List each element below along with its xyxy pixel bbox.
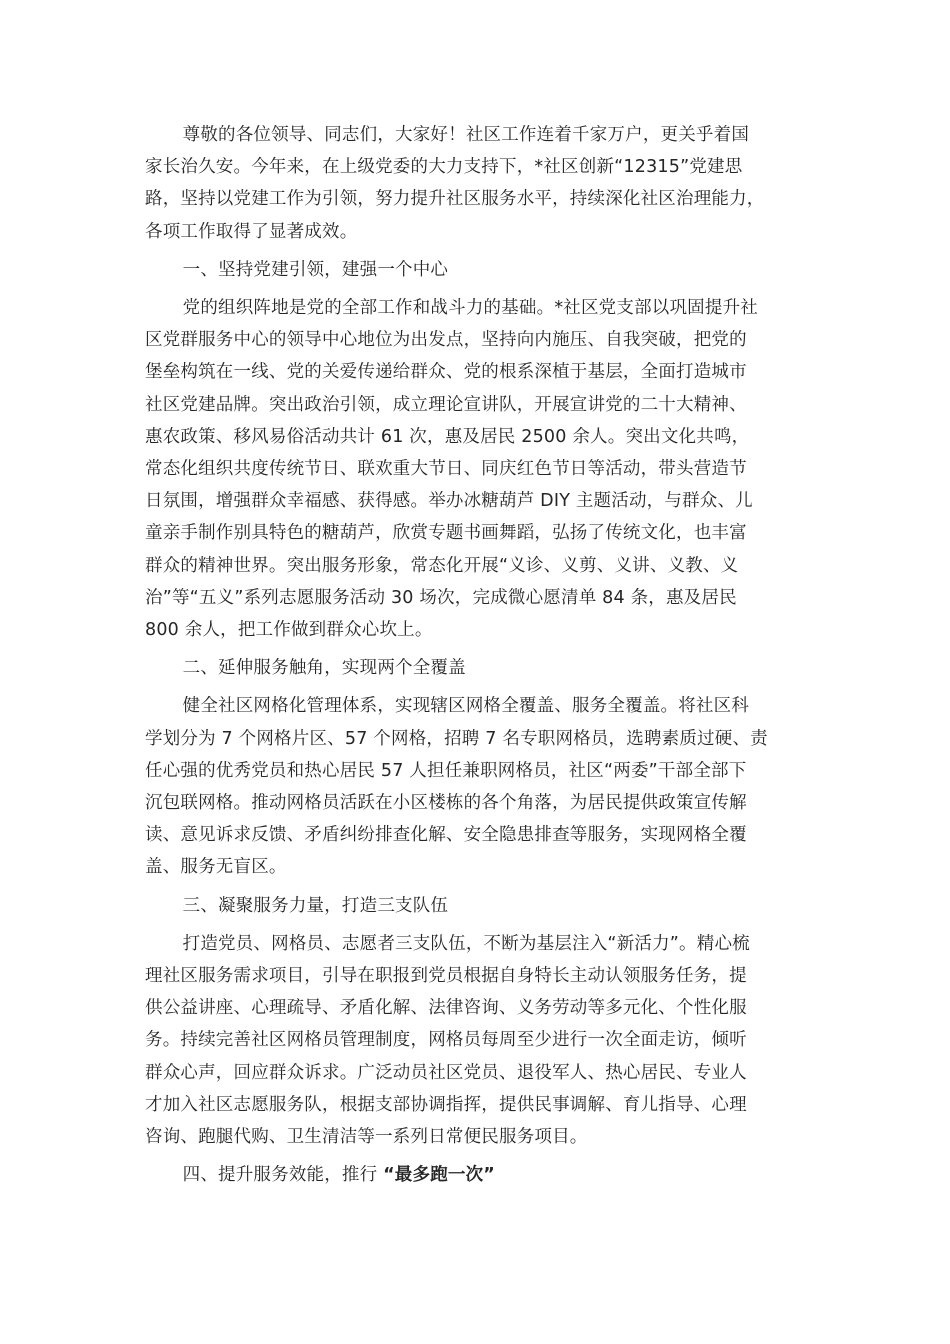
section-heading-4 [145, 1159, 810, 1191]
text-line: 读、意见诉求反馈、矛盾纠纷排查化解、安全隐患排查等服务，实现网格全覆 [145, 825, 747, 846]
text-line: 理社区服务需求项目，引导在职报到党员根据自身特长主动认领服务任务，提 [145, 966, 747, 987]
text-line: 惠农政策、移风易俗活动共计 61 次，惠及居民 2500 余人。突出文化共鸣， [145, 426, 750, 447]
text-line: 800 余人，把工作做到群众心坎上。 [145, 620, 433, 641]
text-line: 供公益讲座、心理疏导、矛盾化解、法律咨询、义务劳动等多元化、个性化服 [145, 998, 747, 1019]
section-paragraph-2 [145, 690, 810, 883]
text-line: 路，坚持以党建工作为引领，努力提升社区服务水平，持续深化社区治理能力， [145, 189, 765, 210]
section-paragraph-3 [145, 928, 810, 1153]
text-line: 治”等“五义”系列志愿服务活动 30 场次，完成微心愿清单 84 条，惠及居民 [145, 587, 737, 608]
intro-paragraph [145, 119, 810, 248]
text-line: 咨询、跑腿代购、卫生清洁等一系列日常便民服务项目。 [145, 1127, 588, 1148]
section-paragraph-1 [145, 292, 810, 646]
text-line: 家长治久安。今年来，在上级党委的大力支持下，*社区创新“12315”党建思 [145, 157, 743, 178]
section-heading-1: 一、坚持党建引领，建强一个中心 [182, 259, 449, 280]
text-line: 群众的精神世界。突出服务形象，常态化开展“义诊、义剪、义讲、义教、义 [145, 555, 739, 576]
text-line: 打造党员、网格员、志愿者三支队伍，不断为基层注入“新活力”。精心梳 [182, 933, 750, 954]
document-body [145, 119, 810, 1198]
section-heading-4-quote: “最多跑一次” [383, 1165, 495, 1186]
section-heading-3: 三、凝聚服务力量，打造三支队伍 [182, 895, 449, 916]
text-line: 社区党建品牌。突出政治引领，成立理论宣讲队，开展宣讲党的二十大精神、 [145, 394, 747, 415]
text-line: 盖、服务无盲区。 [145, 857, 287, 878]
text-line: 尊敬的各位领导、同志们，大家好！社区工作连着千家万户，更关乎着国 [182, 125, 750, 145]
text-line: 健全社区网格化管理体系，实现辖区网格全覆盖、服务全覆盖。将社区科 [182, 696, 750, 717]
text-line: 堡垒构筑在一线、党的关爱传递给群众、党的根系深植于基层，全面打造城市 [145, 362, 747, 383]
section-heading-2: 二、延伸服务触角，实现两个全覆盖 [182, 658, 466, 679]
text-line: 常态化组织共度传统节日、联欢重大节日、同庆红色节日等活动，带头营造节 [145, 459, 747, 480]
section-heading-4-prefix: 四、提升服务效能，推行 [182, 1165, 384, 1186]
text-line: 务。持续完善社区网格员管理制度，网格员每周至少进行一次全面走访，倾听 [145, 1030, 747, 1051]
text-line: 任心强的优秀党员和热心居民 57 人担任兼职网格员，社区“两委”干部全部下 [145, 760, 747, 781]
text-line: 各项工作取得了显著成效。 [145, 221, 358, 242]
text-line: 群众心声，回应群众诉求。广泛动员社区党员、退役军人、热心居民、专业人 [145, 1062, 747, 1083]
text-line: 才加入社区志愿服务队，根据支部协调指挥，提供民事调解、育儿指导、心理 [145, 1094, 747, 1115]
text-line: 童亲手制作别具特色的糖葫芦，欣赏专题书画舞蹈，弘扬了传统文化，也丰富 [145, 523, 747, 544]
text-line: 日氛围，增强群众幸福感、获得感。举办冰糖葫芦 DIY 主题活动，与群众、儿 [145, 491, 753, 512]
text-line: 党的组织阵地是党的全部工作和战斗力的基础。*社区党支部以巩固提升社 [182, 298, 758, 319]
text-line: 区党群服务中心的领导中心地位为出发点，坚持向内施压、自我突破，把党的 [145, 330, 747, 351]
text-line: 学划分为 7 个网格片区、57 个网格，招聘 7 名专职网格员，选聘素质过硬、责 [145, 728, 768, 749]
text-line: 沉包联网格。推动网格员活跃在小区楼栋的各个角落，为居民提供政策宣传解 [145, 793, 747, 814]
